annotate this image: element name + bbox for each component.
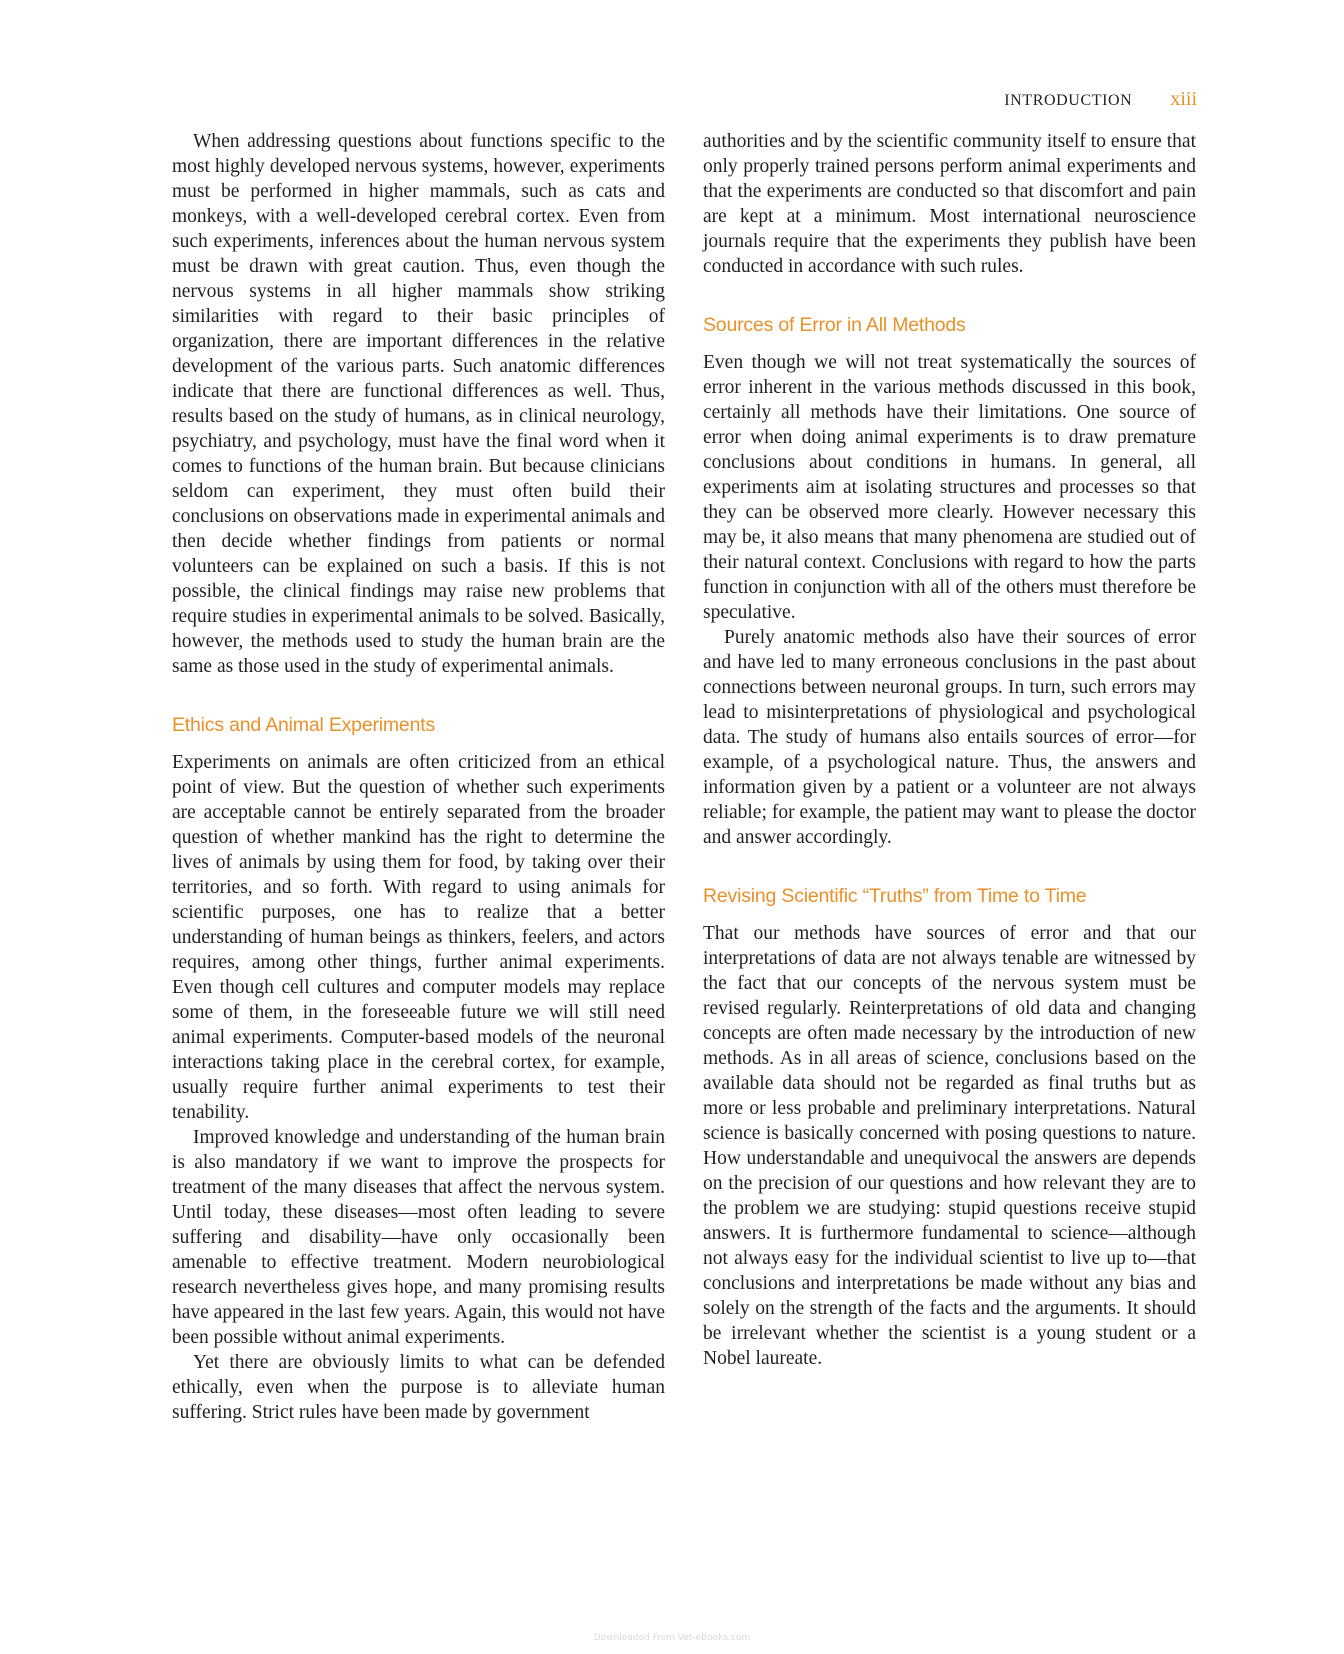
running-header [700, 88, 1197, 111]
section-heading-ethics: Ethics and Animal Experiments [172, 714, 435, 736]
download-watermark: Downloaded From Vet-eBooks.com [593, 1633, 751, 1643]
paragraph: authorities and by the scientific community itself to ensure that only properly trained persons perform animal experiments and that the experiments are conducted so that discomfort and pain are kept at a minimum. Most international neuroscience journals require that the experiments they publish have been conducted in accordance with such rules. [703, 131, 1196, 277]
paragraph: Experiments on animals are often criticized from an ethical point of view. But the question of whether such experiments are acceptable cannot be entirely separated from the broader question of whether mankind has the right to determine the lives of animals by using them for food, by taking over their territories, and so forth. With regard to using animals for scientific purposes, one has to realize that a better understanding of human beings as thinkers, feelers, and actors requires, among other things, further animal experiments. Even though cell cultures and computer models may replace some of them, in the foreseeable future we will still need animal experiments. Computer-based models of the neuronal interactions taking place in the cerebral cortex, for example, usually require further animal experiments to test their tenability. [172, 752, 665, 1123]
section-heading-sources: Sources of Error in All Methods [703, 314, 966, 336]
paragraph: That our methods have sources of error and that our interpretations of data are not always tenable are witnessed by the fact that our concepts of the nervous system must be revised regularly. Reinterpretations of old data and changing concepts are often made necessary by the introduction of new methods. As in all areas of science, conclusions based on the available data should not be regarded as final truths but as more or less probable and preliminary interpretations. Natural science is basically concerned with posing questions to nature. How understandable and unequivocal the answers are depends on the precision of our questions and how relevant they are to the problem we are studying: stupid questions receive stupid answers. It is furthermore fundamental to science—although not always easy for the individual scientist to live up to—that conclusions and interpretations be made without any bias and solely on the strength of the facts and the arguments. It should be irrelevant whether the scientist is a young student or a Nobel laureate. [703, 923, 1196, 1369]
right-column [703, 129, 1196, 1371]
paragraph: Yet there are obviously limits to what can be defended ethically, even when the purpose is to alleviate human suffering. Strict rules have been made by government [172, 1352, 665, 1423]
running-title: INTRODUCTION [1004, 92, 1133, 109]
section-heading-revising: Revising Scientific “Truths” from Time to Time [703, 885, 1087, 907]
left-column [172, 129, 665, 1425]
paragraph: Improved knowledge and understanding of the human brain is also mandatory if we want to improve the prospects for treatment of the many diseases that affect the nervous system. Until today, these diseases—most often leading to severe suffering and disability—have only occasionally been amenable to effective treatment. Modern neurobiological research nevertheless gives hope, and many promising results have appeared in the last few years. Again, this would not have been possible without animal experiments. [172, 1127, 665, 1348]
page-number: xiii [1170, 88, 1197, 110]
paragraph: When addressing questions about functions specific to the most highly developed nervous systems, however, experiments must be performed in higher mammals, such as cats and monkeys, with a well-developed cerebral cortex. Even from such experiments, inferences about the human nervous system must be drawn with great caution. Thus, even though the nervous systems in all higher mammals show striking similarities with regard to their basic principles of organization, there are important differences in the relative development of the various parts. Such anatomic differences indicate that there are functional differences as well. Thus, results based on the study of humans, as in clinical neurology, psychiatry, and psychology, must have the final word when it comes to functions of the human brain. But because clinicians seldom can experiment, they must often build their conclusions on observations made in experimental animals and then decide whether findings from patients or normal volunteers can be explained on such a basis. If this is not possible, the clinical findings may raise new problems that require studies in experimental animals to be solved. Basically, however, the methods used to study the human brain are the same as those used in the study of experimental animals. [172, 131, 665, 677]
paragraph: Even though we will not treat systematically the sources of error inherent in the various methods discussed in this book, certainly all methods have their limitations. One source of error when doing animal experiments is to draw premature conclusions about conditions in humans. In general, all experiments aim at isolating structures and processes so that they can be observed more clearly. However necessary this may be, it also means that many phenomena are studied out of their natural context. Conclusions with regard to how the parts function in conjunction with all of the others must therefore be speculative. [703, 352, 1196, 623]
paragraph: Purely anatomic methods also have their sources of error and have led to many erroneous conclusions in the past about connections between neuronal groups. In turn, such errors may lead to misinterpretations of physiological and psychological data. The study of humans also entails sources of error—for example, of a psychological nature. Thus, the answers and information given by a patient or a volunteer are not always reliable; for example, the patient may want to please the doctor and answer accordingly. [703, 627, 1196, 848]
